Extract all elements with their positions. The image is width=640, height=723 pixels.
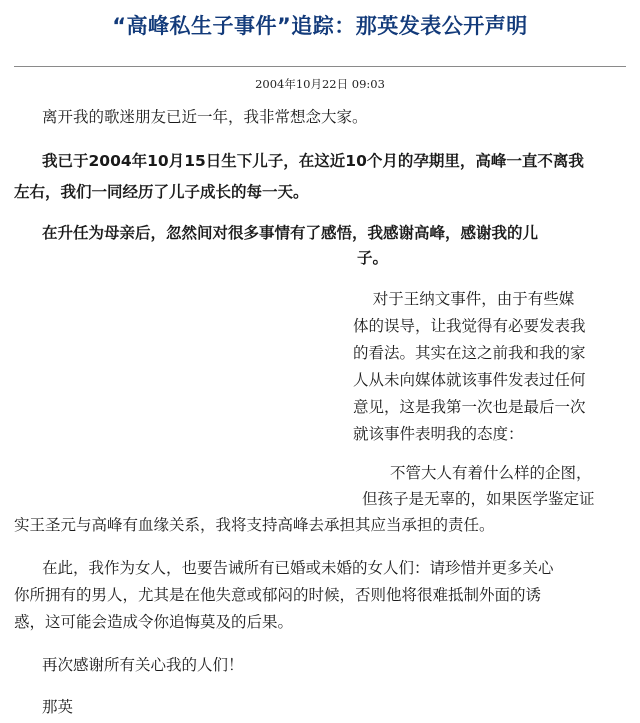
paragraph-5-line-3: 实王圣元与高峰有血缘关系，我将支持高峰去承担其应当承担的责任。 [14, 516, 495, 534]
paragraph-4-line-3: 的看法。其实在这之前我和我的家 [353, 344, 586, 362]
paragraph-5-line-2: 但孩子是无辜的，如果医学鉴定证 [362, 490, 595, 508]
article-title: “高峰私生子事件”追踪：那英发表公开声明 [112, 14, 528, 38]
paragraph-6-line-2: 你所拥有的男人，尤其是在他失意或郁闷的时候，否则他将很难抵制外面的诱 [14, 586, 542, 604]
paragraph-4-line-5: 意见，这是我第一次也是最后一次 [353, 398, 586, 416]
paragraph-4-line-6: 就该事件表明我的态度： [353, 425, 524, 443]
paragraph-5-line-1: 不管大人有着什么样的企图， [390, 464, 592, 482]
paragraph-3-line-1: 在升任为母亲后，忽然间对很多事情有了感悟，我感谢高峰，感谢我的儿 [42, 224, 539, 242]
paragraph-2-line-2: 左右，我们一同经历了儿子成长的每一天。 [14, 183, 309, 201]
paragraph-6-line-3: 惑，这可能会造成令你追悔莫及的后果。 [14, 613, 294, 631]
paragraph-4 [353, 286, 635, 448]
paragraph-4-line-2: 体的误导，让我觉得有必要发表我 [353, 317, 586, 335]
paragraph-7: 再次感谢所有关心我的人们！ [42, 656, 244, 674]
paragraph-3-line-2: 子。 [357, 249, 389, 267]
signature: 那英 [42, 698, 74, 716]
paragraph-6-line-1: 在此，我作为女人，也要告诫所有已婚或未婚的女人们：请珍惜并更多关心 [42, 559, 554, 577]
title-divider [14, 66, 626, 67]
paragraph-4-line-1: 对于王纳文事件，由于有些媒 [353, 290, 575, 308]
publish-date: 2004年10月22日 09:03 [255, 77, 385, 91]
paragraph-2-line-1: 我已于2004年10月15日生下儿子，在这近10个月的孕期里，高峰一直不离我 [42, 152, 584, 170]
paragraph-1: 离开我的歌迷朋友已近一年，我非常想念大家。 [42, 108, 368, 126]
paragraph-4-line-4: 人从未向媒体就该事件发表过任何 [353, 371, 586, 389]
